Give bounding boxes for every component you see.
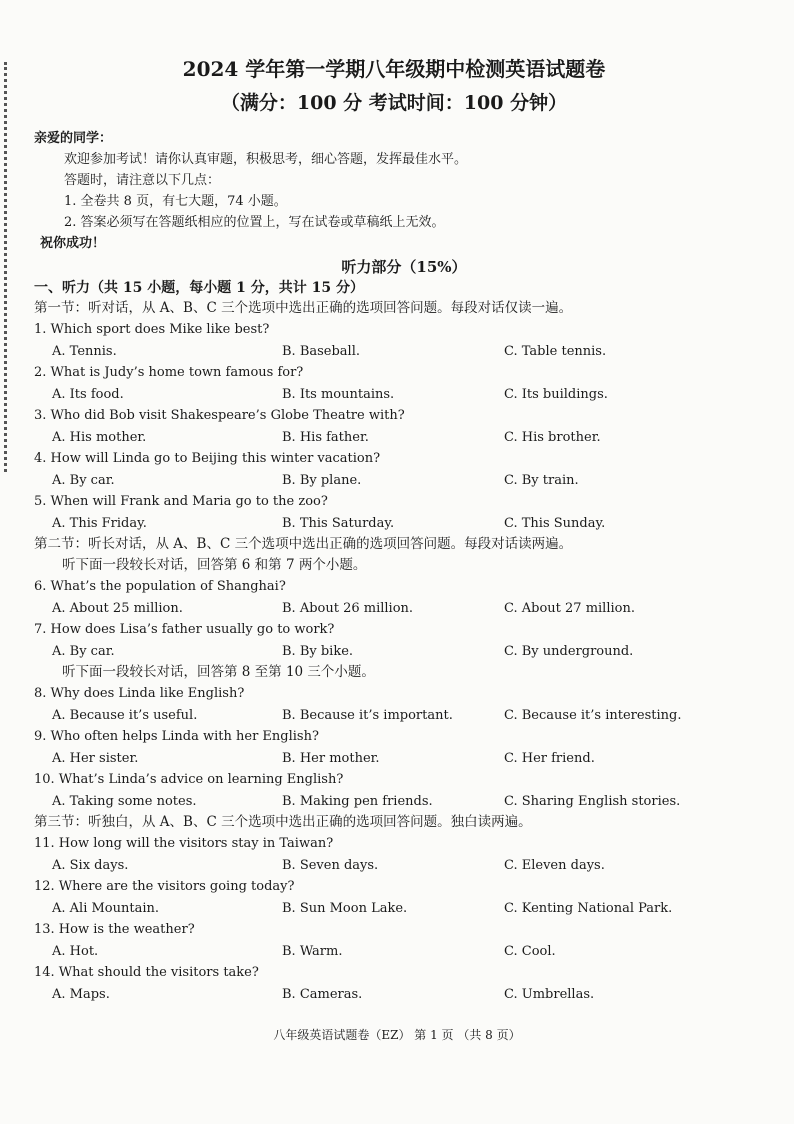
option-b: B. This Saturday. <box>282 515 395 531</box>
question-5: 5. When will Frank and Maria go to the zoo? <box>34 494 328 509</box>
option-a: A. Her sister. <box>52 750 139 766</box>
options-1 <box>34 341 734 363</box>
exam-title: 2024 学年第一学期八年级期中检测英语试题卷 <box>182 57 606 81</box>
intro-block <box>34 128 734 254</box>
options-6 <box>34 598 734 620</box>
question-1: 1. Which sport does Mike like best? <box>34 322 270 337</box>
options-8 <box>34 705 734 727</box>
options-7 <box>34 641 734 663</box>
listening-heading: 听力部分（15%） <box>341 258 467 276</box>
option-b: B. Cameras. <box>282 986 363 1002</box>
exam-subtitle: （满分：100 分 考试时间：100 分钟） <box>220 92 568 114</box>
option-c: C. Table tennis. <box>504 343 607 359</box>
option-c: C. Its buildings. <box>504 386 608 402</box>
option-a: A. Its food. <box>52 386 124 402</box>
intro-notice: 答题时，请注意以下几点： <box>64 173 221 188</box>
option-c: C. Sharing English stories. <box>504 793 681 809</box>
option-b: B. Warm. <box>282 943 343 959</box>
option-b: B. Because it’s important. <box>282 707 453 723</box>
question-4: 4. How will Linda go to Beijing this winter vacation? <box>34 451 381 466</box>
binding-margin-dots <box>4 62 13 472</box>
intro-rule-2: 2. 答案必须写在答题纸相应的位置上，写在试卷或草稿纸上无效。 <box>64 215 445 230</box>
intro-greeting: 亲爱的同学： <box>34 131 113 146</box>
option-c: C. By underground. <box>504 643 634 659</box>
option-a: A. Because it’s useful. <box>52 707 198 723</box>
question-10: 10. What’s Linda’s advice on learning English? <box>34 772 344 787</box>
option-a: A. Six days. <box>52 857 129 873</box>
section1-questions <box>34 319 734 534</box>
option-a: A. This Friday. <box>52 515 147 531</box>
option-b: B. Sun Moon Lake. <box>282 900 408 916</box>
option-a: A. By car. <box>52 643 115 659</box>
section3-questions <box>34 833 734 1005</box>
section3-instruction: 第三节：听独白，从 A、B、C 三个选项中选出正确的选项回答问题。独白读两遍。 <box>34 814 532 830</box>
option-b: B. Seven days. <box>282 857 379 873</box>
question-9: 9. Who often helps Linda with her English? <box>34 729 319 744</box>
question-7: 7. How does Lisa’s father usually go to work? <box>34 622 335 637</box>
option-c: C. This Sunday. <box>504 515 606 531</box>
option-b: B. About 26 million. <box>282 600 414 616</box>
section2-questions-a <box>34 576 734 662</box>
options-14 <box>34 984 734 1006</box>
option-c: C. His brother. <box>504 429 601 445</box>
intro-wish: 祝你成功！ <box>40 236 106 251</box>
option-a: A. His mother. <box>52 429 147 445</box>
section1-instruction: 第一节：听对话，从 A、B、C 三个选项中选出正确的选项回答问题。每段对话仅读一遍。 <box>34 300 573 316</box>
option-c: C. Eleven days. <box>504 857 605 873</box>
page-footer: 八年级英语试题卷（EZ） 第 1 页 （共 8 页） <box>273 1028 521 1042</box>
options-5 <box>34 513 734 535</box>
section2-instruction: 第二节：听长对话，从 A、B、C 三个选项中选出正确的选项回答问题。每段对话读两遍。 <box>34 536 573 552</box>
option-c: C. About 27 million. <box>504 600 635 616</box>
question-14: 14. What should the visitors take? <box>34 965 259 980</box>
options-10 <box>34 791 734 813</box>
section2-sub-instruction-1: 听下面一段较长对话，回答第 6 和第 7 两个小题。 <box>62 557 367 573</box>
option-b: B. Making pen friends. <box>282 793 433 809</box>
section2-sub-instruction-2: 听下面一段较长对话，回答第 8 至第 10 三个小题。 <box>62 664 375 680</box>
option-c: C. Cool. <box>504 943 556 959</box>
exam-page <box>34 54 734 1005</box>
option-a: A. By car. <box>52 472 115 488</box>
options-2 <box>34 384 734 406</box>
option-a: A. Tennis. <box>52 343 117 359</box>
options-12 <box>34 898 734 920</box>
option-c: C. Umbrellas. <box>504 986 595 1002</box>
question-3: 3. Who did Bob visit Shakespeare’s Globe Theatre with? <box>34 408 405 423</box>
option-a: A. About 25 million. <box>52 600 183 616</box>
options-11 <box>34 855 734 877</box>
intro-welcome: 欢迎参加考试！请你认真审题，积极思考，细心答题，发挥最佳水平。 <box>64 152 468 167</box>
question-8: 8. Why does Linda like English? <box>34 686 245 701</box>
listening-part-title: 一、听力（共 15 小题，每小题 1 分，共计 15 分） <box>34 280 364 296</box>
option-b: B. His father. <box>282 429 369 445</box>
section2-questions-b <box>34 683 734 812</box>
question-12: 12. Where are the visitors going today? <box>34 879 295 894</box>
option-c: C. Her friend. <box>504 750 595 766</box>
option-c: C. Kenting National Park. <box>504 900 673 916</box>
options-4 <box>34 470 734 492</box>
intro-rule-1: 1. 全卷共 8 页，有七大题，74 小题。 <box>64 194 287 209</box>
option-b: B. By plane. <box>282 472 362 488</box>
option-c: C. Because it’s interesting. <box>504 707 682 723</box>
option-b: B. Her mother. <box>282 750 380 766</box>
option-b: B. Its mountains. <box>282 386 395 402</box>
option-b: B. Baseball. <box>282 343 361 359</box>
question-13: 13. How is the weather? <box>34 922 195 937</box>
option-b: B. By bike. <box>282 643 354 659</box>
question-2: 2. What is Judy’s home town famous for? <box>34 365 304 380</box>
option-a: A. Maps. <box>52 986 110 1002</box>
question-11: 11. How long will the visitors stay in Taiwan? <box>34 836 334 851</box>
option-c: C. By train. <box>504 472 579 488</box>
options-13 <box>34 941 734 963</box>
options-9 <box>34 748 734 770</box>
options-3 <box>34 427 734 449</box>
option-a: A. Hot. <box>52 943 99 959</box>
question-6: 6. What’s the population of Shanghai? <box>34 579 286 594</box>
option-a: A. Taking some notes. <box>52 793 197 809</box>
option-a: A. Ali Mountain. <box>52 900 160 916</box>
